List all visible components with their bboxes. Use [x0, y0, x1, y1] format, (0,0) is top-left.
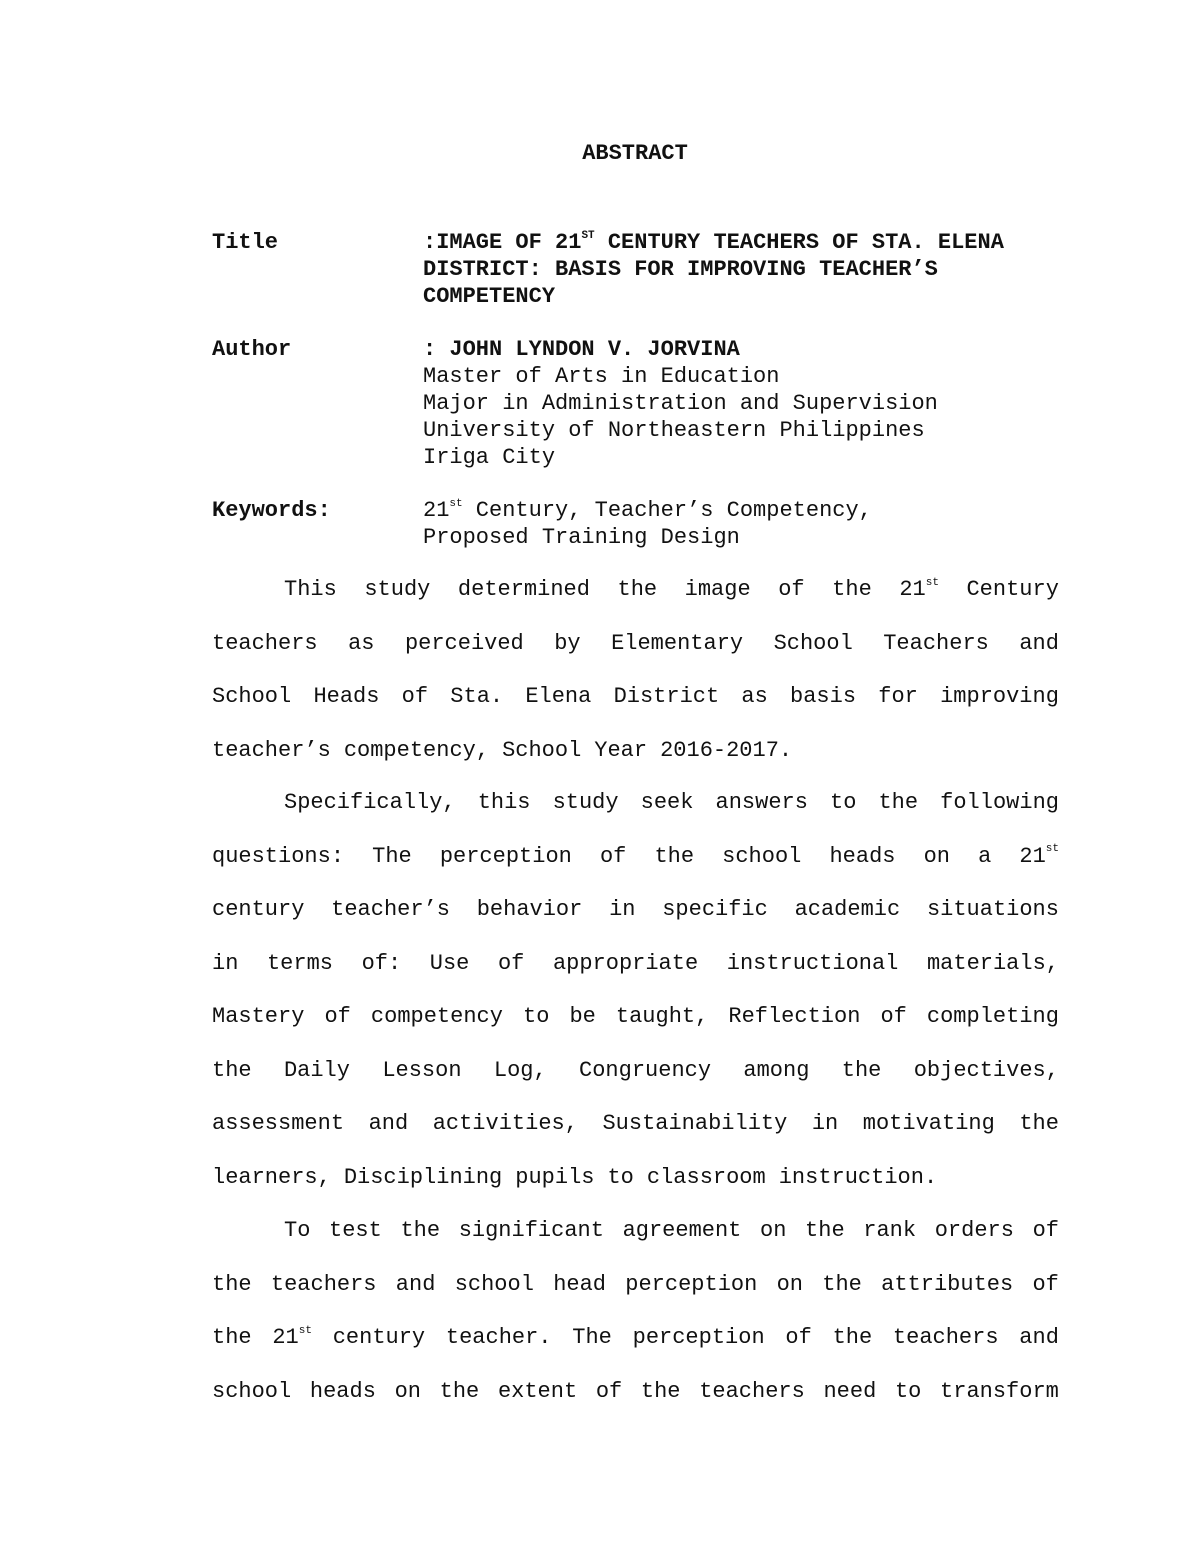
paragraph-line: School Heads of Sta. Elena District as basis for improving: [212, 684, 1059, 709]
paragraph-line: the teachers and school head perception on the attributes of: [212, 1271, 1059, 1297]
title-line: :IMAGE OF 21ST CENTURY TEACHERS OF STA. ELENA: [423, 229, 1004, 255]
keywords-value: [423, 497, 1072, 551]
title-label: Title: [212, 230, 279, 255]
abstract-paragraph-2: [212, 789, 1059, 1217]
title-value: [423, 229, 1072, 310]
paragraph-line: teacher’s competency, School Year 2016-2017.: [212, 737, 793, 763]
paragraph-line: assessment and activities, Sustainability in motivating the: [212, 1111, 1059, 1136]
paragraph-line: This study determined the image of the 21st Century: [284, 576, 1059, 602]
keywords-line: Proposed Training Design: [423, 525, 740, 550]
paragraph-line: To test the significant agreement on the rank orders of: [284, 1218, 1059, 1243]
paragraph-line: school heads on the extent of the teachers need to transform: [212, 1378, 1059, 1404]
paragraph-line: the Daily Lesson Log, Congruency among the objectives,: [212, 1057, 1059, 1083]
page-heading: ABSTRACT: [582, 141, 688, 166]
keywords-row: [212, 497, 1072, 551]
keywords-label: Keywords:: [212, 498, 331, 523]
paragraph-line: teachers as perceived by Elementary School Teachers and: [212, 630, 1059, 656]
author-detail-line: Master of Arts in Education: [423, 364, 780, 389]
author-name: : JOHN LYNDON V. JORVINA: [423, 337, 740, 362]
title-line: DISTRICT: BASIS FOR IMPROVING TEACHER’S: [423, 257, 938, 282]
author-detail-line: Iriga City: [423, 445, 556, 470]
author-value: [423, 336, 1072, 471]
paragraph-line: questions: The perception of the school heads on a 21st: [212, 843, 1059, 869]
abstract-paragraph-1: [212, 576, 1059, 790]
paragraph-line: in terms of: Use of appropriate instructional materials,: [212, 950, 1059, 976]
author-label: Author: [212, 337, 292, 362]
abstract-paragraph-3: [212, 1217, 1059, 1431]
paragraph-line: century teacher’s behavior in specific academic situations: [212, 897, 1059, 922]
author-detail-line: Major in Administration and Supervision: [423, 391, 938, 416]
author-detail-line: University of Northeastern Philippines: [423, 418, 925, 443]
author-row: [212, 336, 1072, 471]
paragraph-line: learners, Disciplining pupils to classroom instruction.: [212, 1164, 938, 1190]
paragraph-line: Mastery of competency to be taught, Reflection of completing: [212, 1004, 1059, 1029]
paragraph-line: the 21st century teacher. The perception of the teachers and: [212, 1324, 1059, 1350]
title-line: COMPETENCY: [423, 284, 556, 309]
keywords-line: 21st Century, Teacher’s Competency,: [423, 497, 872, 523]
paragraph-line: Specifically, this study seek answers to the following: [284, 790, 1059, 815]
title-row: [212, 229, 1072, 310]
